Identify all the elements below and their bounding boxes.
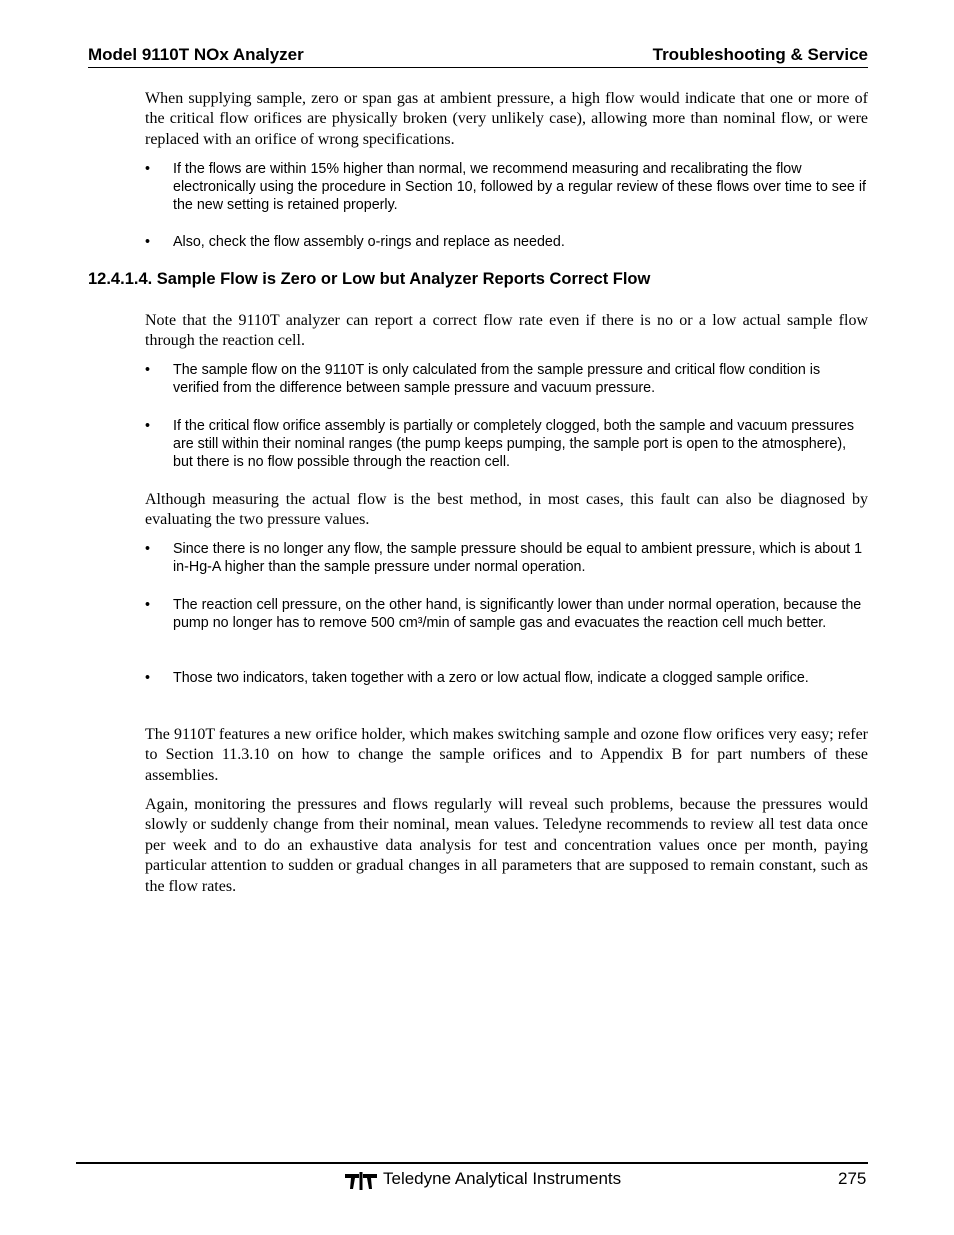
list-item-text: Also, check the flow assembly o-rings and replace as needed. <box>173 234 565 250</box>
footer-page-number: 275 <box>838 1169 867 1188</box>
paragraph-diagnose: Although measuring the actual flow is the best method, in most cases, this fault can also be diagnosed by evaluating the two pressure values. <box>145 491 868 529</box>
footer-company: Teledyne Analytical Instruments <box>383 1169 622 1188</box>
list-item-text: Since there is no longer any flow, the sample pressure should be equal to ambient pressure, which is about 1 in-Hg-A higher than the sample pressure under normal operation. <box>173 541 863 576</box>
list-item-text: The reaction cell pressure, on the other hand, is significantly lower than under normal operation, because the pump no longer has to remove 500 cm³/min of sample gas and evacuates the reaction cell much better. <box>173 597 862 632</box>
bullet-marker: • <box>145 541 151 557</box>
paragraph-note: Note that the 9110T analyzer can report a correct flow rate even if there is no or a low actual sample flow through the reaction cell. <box>145 312 868 350</box>
list-item-text: If the critical flow orifice assembly is partially or completely clogged, both the sample and vacuum pressures are still within their nominal ranges (the pump keeps pumping, the sample port is open to the atmosphere), but there is no flow possible through the reaction cell. <box>173 418 854 471</box>
bullet-marker: • <box>145 362 151 378</box>
page-header <box>88 43 868 68</box>
bullet-marker: • <box>145 234 151 250</box>
header-section-title: Troubleshooting & Service <box>652 45 868 64</box>
section-heading: 12.4.1.4. Sample Flow is Zero or Low but Analyzer Reports Correct Flow <box>88 270 651 288</box>
teledyne-logo-icon <box>344 1171 378 1191</box>
paragraph-orifice-holder: The 9110T features a new orifice holder, which makes switching sample and ozone flow orifices very easy; refer to Section 11.3.10 on how to change the sample orifices and to Appendix B for part numbers of these assemblies. <box>145 726 868 784</box>
paragraph-high-flow: When supplying sample, zero or span gas at ambient pressure, a high flow would indicate that one or more of the critical flow orifices are physically broken (very unlikely case), allowing more than nominal flow, or were replaced with an orifice of wrong specifications. <box>145 90 868 148</box>
list-item-text: The sample flow on the 9110T is only calculated from the sample pressure and critical flow condition is verified from the difference between sample pressure and vacuum pressure. <box>173 362 821 397</box>
list-item-text: Those two indicators, taken together with a zero or low actual flow, indicate a clogged sample orifice. <box>173 670 809 686</box>
paragraph-monitoring: Again, monitoring the pressures and flows regularly will reveal such problems, because the pressures would slowly or suddenly change from their nominal, mean values. Teledyne recommends to review all test data once per week and to do an exhaustive data analysis for test and concentration values once per month, paying particular attention to sudden or gradual changes in all parameters that are supposed to remain constant, such as the flow rates. <box>145 796 868 895</box>
footer-rule <box>76 1162 868 1164</box>
list-item-text: If the flows are within 15% higher than normal, we recommend measuring and recalibrating the flow electronically using the procedure in Section 10, followed by a regular review of these flows over time to see if the new setting is retained properly. <box>173 161 866 214</box>
bullet-marker: • <box>145 418 151 434</box>
bullet-marker: • <box>145 161 151 177</box>
bullet-marker: • <box>145 670 151 686</box>
bullet-marker: • <box>145 597 151 613</box>
header-model-title: Model 9110T NOx Analyzer <box>88 45 304 64</box>
